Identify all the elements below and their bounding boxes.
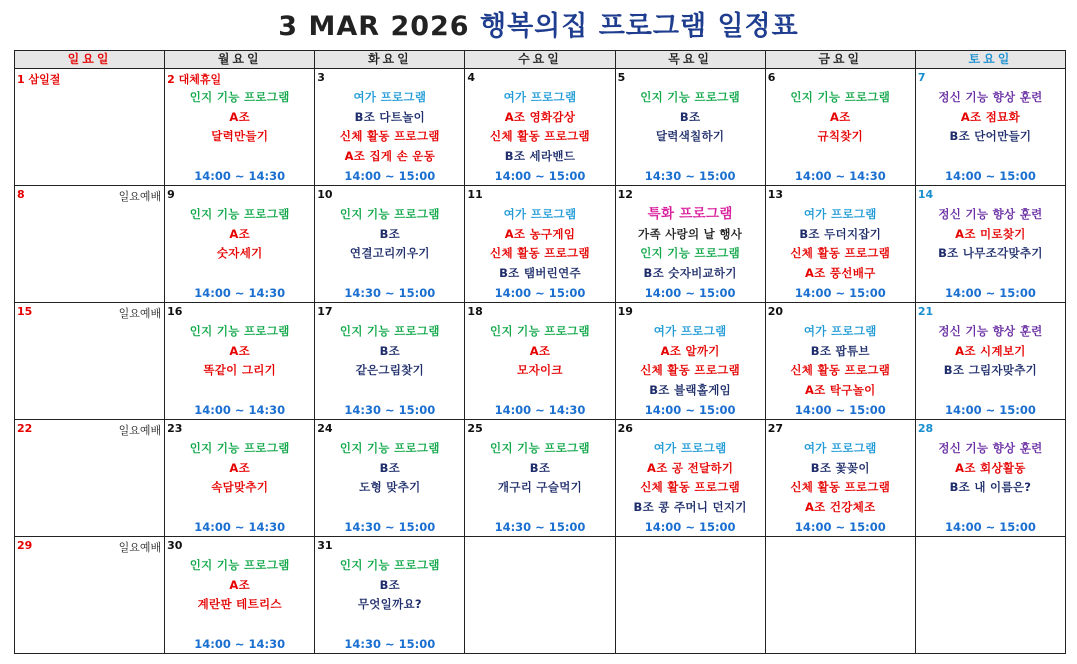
week-row xyxy=(15,69,1066,186)
program-line: A조 xyxy=(229,226,251,241)
program-line: 여가 프로그램 xyxy=(653,441,727,455)
program-list xyxy=(616,205,765,283)
program-line: B조 xyxy=(679,109,701,124)
day-number: 23 xyxy=(167,422,183,435)
program-line: 연결고리끼우기 xyxy=(349,246,430,261)
day-cell xyxy=(315,303,465,420)
day-cell xyxy=(915,186,1065,303)
program-time: 14:00 ~ 14:30 xyxy=(194,169,286,183)
day-number: 12 xyxy=(617,188,633,201)
day-cell xyxy=(615,303,765,420)
program-line: 무엇일까요? xyxy=(357,597,422,612)
program-line: 신체 활동 프로그램 xyxy=(339,129,440,144)
day-number: 10 xyxy=(317,188,333,201)
day-number: 5 xyxy=(617,71,626,84)
program-line: 여가 프로그램 xyxy=(503,207,577,221)
program-line: 신체 활동 프로그램 xyxy=(490,246,590,261)
program-line: B조 그림자맞추기 xyxy=(943,363,1038,378)
program-line: A조 공 전달하기 xyxy=(647,460,734,475)
program-line: B조 xyxy=(379,226,401,241)
program-line: 인지 기능 프로그램 xyxy=(790,90,891,104)
day-number: 14 xyxy=(917,188,934,201)
day-number: 11 xyxy=(467,188,483,201)
program-list xyxy=(465,439,614,498)
program-line: A조 xyxy=(529,343,551,358)
program-list xyxy=(315,439,464,498)
day-number: 30 xyxy=(167,539,183,552)
day-number: 1 삼일절 xyxy=(17,73,61,86)
program-list xyxy=(766,88,915,147)
day-cell xyxy=(165,69,315,186)
program-time: 14:00 ~ 15:00 xyxy=(344,169,436,183)
program-line: B조 xyxy=(379,343,401,358)
program-list xyxy=(465,205,614,283)
program-line: 가족 사랑의 날 행사 xyxy=(638,226,743,241)
day-cell xyxy=(15,303,165,420)
program-time: 14:00 ~ 15:00 xyxy=(494,169,586,183)
weekday-monday: 월요일 xyxy=(165,51,315,69)
program-line: 도형 맞추기 xyxy=(359,480,421,495)
day-number: 19 xyxy=(617,305,633,318)
program-line: 인지 기능 프로그램 xyxy=(339,558,440,572)
program-list xyxy=(616,439,765,517)
day-cell xyxy=(465,69,615,186)
program-line: B조 단어만들기 xyxy=(949,129,1032,144)
day-cell xyxy=(465,537,615,654)
title-date: 3 MAR 2026 xyxy=(278,11,470,42)
day-cell xyxy=(615,69,765,186)
program-line: 인지 기능 프로그램 xyxy=(339,207,440,221)
program-line: 인지 기능 프로그램 xyxy=(189,90,290,104)
program-time: 14:00 ~ 14:30 xyxy=(194,403,286,417)
program-line: B조 탬버린연주 xyxy=(499,265,581,280)
day-cell xyxy=(15,537,165,654)
program-line: A조 집게 손 운동 xyxy=(344,148,436,163)
program-line: 여가 프로그램 xyxy=(653,324,727,338)
weekday-sunday: 일요일 xyxy=(15,51,165,69)
program-line: 달력색칠하기 xyxy=(655,129,725,144)
day-cell xyxy=(465,420,615,537)
program-list xyxy=(315,322,464,381)
program-line: 신체 활동 프로그램 xyxy=(490,129,590,144)
day-cell xyxy=(915,69,1065,186)
program-line: 속담맞추기 xyxy=(211,480,269,495)
program-line: B조 세라밴드 xyxy=(504,148,576,163)
program-line: A조 xyxy=(229,460,251,475)
program-list xyxy=(165,322,314,381)
program-time: 14:00 ~ 15:00 xyxy=(794,286,886,300)
weekday-saturday: 토요일 xyxy=(915,51,1065,69)
program-line: A조 회상활동 xyxy=(955,460,1026,475)
program-line: A조 건강체조 xyxy=(804,499,876,514)
program-list xyxy=(165,439,314,498)
program-line: 규칙찾기 xyxy=(817,129,864,144)
day-cell xyxy=(915,303,1065,420)
program-time: 14:00 ~ 14:30 xyxy=(494,403,586,417)
program-line: 정신 기능 향상 훈련 xyxy=(938,324,1043,338)
day-number: 21 xyxy=(917,305,934,318)
program-list xyxy=(315,556,464,615)
day-cell xyxy=(315,69,465,186)
program-time: 14:00 ~ 14:30 xyxy=(194,520,286,534)
day-number: 27 xyxy=(767,422,784,435)
calendar-table xyxy=(14,50,1066,654)
program-time: 14:30 ~ 15:00 xyxy=(494,520,586,534)
program-time: 14:00 ~ 15:00 xyxy=(944,286,1036,300)
program-list xyxy=(916,88,1065,147)
program-line: 신체 활동 프로그램 xyxy=(640,480,741,495)
day-cell xyxy=(615,420,765,537)
program-line: B조 콩 주머니 던지기 xyxy=(633,499,747,514)
day-cell xyxy=(765,537,915,654)
program-list xyxy=(766,205,915,283)
program-line: B조 xyxy=(379,460,401,475)
program-time: 14:30 ~ 15:00 xyxy=(344,637,436,651)
day-note: 일요예배 xyxy=(118,190,162,203)
program-line: 인지 기능 프로그램 xyxy=(339,441,440,455)
program-list xyxy=(465,322,614,381)
program-list xyxy=(165,88,314,147)
program-time: 14:00 ~ 15:00 xyxy=(794,403,886,417)
program-line: B조 블랙홀게임 xyxy=(649,382,732,397)
program-list xyxy=(616,88,765,147)
program-list xyxy=(916,322,1065,381)
day-number: 26 xyxy=(617,422,633,435)
program-line: A조 영화감상 xyxy=(504,109,576,124)
program-line: A조 풍선배구 xyxy=(804,265,876,280)
program-list xyxy=(165,556,314,615)
day-number: 9 xyxy=(167,188,175,201)
day-cell xyxy=(465,303,615,420)
program-line: A조 xyxy=(829,109,851,124)
day-number: 28 xyxy=(917,422,934,435)
day-number: 22 xyxy=(17,422,33,435)
day-number: 4 xyxy=(467,71,476,84)
day-number: 17 xyxy=(317,305,333,318)
program-line: 여가 프로그램 xyxy=(803,441,877,455)
day-cell xyxy=(615,186,765,303)
program-line: B조 두더지잡기 xyxy=(799,226,882,241)
program-line: 모자이크 xyxy=(517,363,563,378)
day-note: 일요예배 xyxy=(118,307,162,320)
program-time: 14:00 ~ 15:00 xyxy=(644,403,736,417)
program-line: A조 xyxy=(229,577,251,592)
program-line: 정신 기능 향상 훈련 xyxy=(938,441,1043,455)
program-line: 인지 기능 프로그램 xyxy=(189,324,290,338)
program-line: 인지 기능 프로그램 xyxy=(189,441,290,455)
program-line: 인지 기능 프로그램 xyxy=(640,246,741,261)
weekday-friday: 금요일 xyxy=(765,51,915,69)
program-line: B조 xyxy=(529,460,551,475)
day-number: 24 xyxy=(317,422,333,435)
day-number: 31 xyxy=(317,539,333,552)
day-cell xyxy=(15,186,165,303)
program-line: A조 xyxy=(229,343,251,358)
day-cell xyxy=(165,303,315,420)
program-line: A조 탁구놀이 xyxy=(804,382,876,397)
program-line: B조 꽃꽂이 xyxy=(810,460,870,475)
program-line: A조 xyxy=(229,109,251,124)
day-number: 13 xyxy=(767,188,784,201)
week-row xyxy=(15,537,1066,654)
day-number: 7 xyxy=(917,71,926,84)
day-cell xyxy=(615,537,765,654)
day-number: 3 xyxy=(317,71,325,84)
program-list xyxy=(766,322,915,400)
program-line: 신체 활동 프로그램 xyxy=(790,246,891,261)
day-cell xyxy=(315,537,465,654)
program-line: B조 xyxy=(379,577,401,592)
day-cell xyxy=(765,69,915,186)
program-line: A조 점묘화 xyxy=(960,109,1020,124)
title-main: 행복의집 프로그램 일정표 xyxy=(480,11,799,42)
program-line: A조 농구게임 xyxy=(504,226,576,241)
program-list xyxy=(916,439,1065,498)
program-time: 14:30 ~ 15:00 xyxy=(344,286,436,300)
weekday-wednesday: 수요일 xyxy=(465,51,615,69)
program-time: 14:00 ~ 15:00 xyxy=(794,520,886,534)
program-line: 계란판 테트리스 xyxy=(197,597,282,612)
weekday-header-row xyxy=(15,51,1066,69)
program-list xyxy=(616,322,765,400)
day-number: 15 xyxy=(17,305,33,318)
program-line: B조 나무조각맞추기 xyxy=(938,246,1043,261)
program-time: 14:00 ~ 15:00 xyxy=(944,403,1036,417)
program-line: 특화 프로그램 xyxy=(647,206,733,222)
day-number: 8 xyxy=(17,188,25,201)
day-number: 25 xyxy=(467,422,483,435)
program-line: 여가 프로그램 xyxy=(803,324,877,338)
day-number: 16 xyxy=(167,305,183,318)
program-time: 14:00 ~ 14:30 xyxy=(194,637,286,651)
program-line: B조 팝튜브 xyxy=(810,343,870,358)
program-line: B조 숫자비교하기 xyxy=(643,265,737,280)
program-line: 똑같이 그리기 xyxy=(203,363,277,378)
program-time: 14:00 ~ 15:00 xyxy=(944,169,1036,183)
program-line: 정신 기능 향상 훈련 xyxy=(938,90,1043,104)
page-title xyxy=(0,4,1077,43)
day-cell xyxy=(165,186,315,303)
day-number: 29 xyxy=(17,539,33,552)
program-line: 신체 활동 프로그램 xyxy=(790,363,891,378)
day-cell xyxy=(315,420,465,537)
program-time: 14:00 ~ 15:00 xyxy=(644,286,736,300)
program-line: 정신 기능 향상 훈련 xyxy=(938,207,1043,221)
week-row xyxy=(15,420,1066,537)
program-list xyxy=(465,88,614,166)
program-line: 여가 프로그램 xyxy=(803,207,877,221)
program-line: 달력만들기 xyxy=(211,129,269,144)
program-time: 14:30 ~ 15:00 xyxy=(644,169,736,183)
day-cell xyxy=(315,186,465,303)
program-time: 14:00 ~ 14:30 xyxy=(794,169,886,183)
day-note: 일요예배 xyxy=(118,424,162,437)
program-line: 같은그림찾기 xyxy=(355,363,425,378)
program-line: 인지 기능 프로그램 xyxy=(339,324,440,338)
day-note: 일요예배 xyxy=(118,541,162,554)
program-line: 신체 활동 프로그램 xyxy=(640,363,741,378)
day-number: 20 xyxy=(767,305,784,318)
weekday-tuesday: 화요일 xyxy=(315,51,465,69)
program-line: B조 내 이름은? xyxy=(949,480,1032,495)
calendar-body xyxy=(15,69,1066,654)
program-line: B조 다트놀이 xyxy=(354,109,426,124)
program-time: 14:30 ~ 15:00 xyxy=(344,403,436,417)
program-time: 14:00 ~ 15:00 xyxy=(944,520,1036,534)
program-list xyxy=(916,205,1065,264)
day-cell xyxy=(165,537,315,654)
day-number: 6 xyxy=(767,71,776,84)
program-line: A조 미로찾기 xyxy=(955,226,1026,241)
program-time: 14:00 ~ 14:30 xyxy=(194,286,286,300)
program-line: 인지 기능 프로그램 xyxy=(490,441,590,455)
day-cell xyxy=(765,420,915,537)
program-line: 여가 프로그램 xyxy=(503,90,577,104)
day-cell xyxy=(465,186,615,303)
program-list xyxy=(315,88,464,166)
week-row xyxy=(15,303,1066,420)
day-cell xyxy=(765,303,915,420)
day-cell xyxy=(915,537,1065,654)
program-line: 여가 프로그램 xyxy=(353,90,427,104)
day-number: 18 xyxy=(467,305,483,318)
program-list xyxy=(165,205,314,264)
program-line: 인지 기능 프로그램 xyxy=(640,90,741,104)
day-cell xyxy=(15,69,165,186)
program-line: A조 알까기 xyxy=(660,343,720,358)
program-line: 인지 기능 프로그램 xyxy=(189,558,290,572)
program-line: 인지 기능 프로그램 xyxy=(490,324,590,338)
program-line: 숫자세기 xyxy=(216,246,263,261)
weekday-thursday: 목요일 xyxy=(615,51,765,69)
day-cell xyxy=(165,420,315,537)
program-time: 14:00 ~ 15:00 xyxy=(494,286,586,300)
day-number: 2 대체휴일 xyxy=(167,73,222,86)
program-line: 인지 기능 프로그램 xyxy=(189,207,290,221)
day-cell xyxy=(765,186,915,303)
program-line: 신체 활동 프로그램 xyxy=(790,480,891,495)
program-list xyxy=(315,205,464,264)
program-time: 14:30 ~ 15:00 xyxy=(344,520,436,534)
day-cell xyxy=(15,420,165,537)
program-time: 14:00 ~ 15:00 xyxy=(644,520,736,534)
day-cell xyxy=(915,420,1065,537)
program-line: A조 시계보기 xyxy=(955,343,1026,358)
program-list xyxy=(766,439,915,517)
week-row xyxy=(15,186,1066,303)
program-line: 개구리 구슬먹기 xyxy=(497,480,583,495)
